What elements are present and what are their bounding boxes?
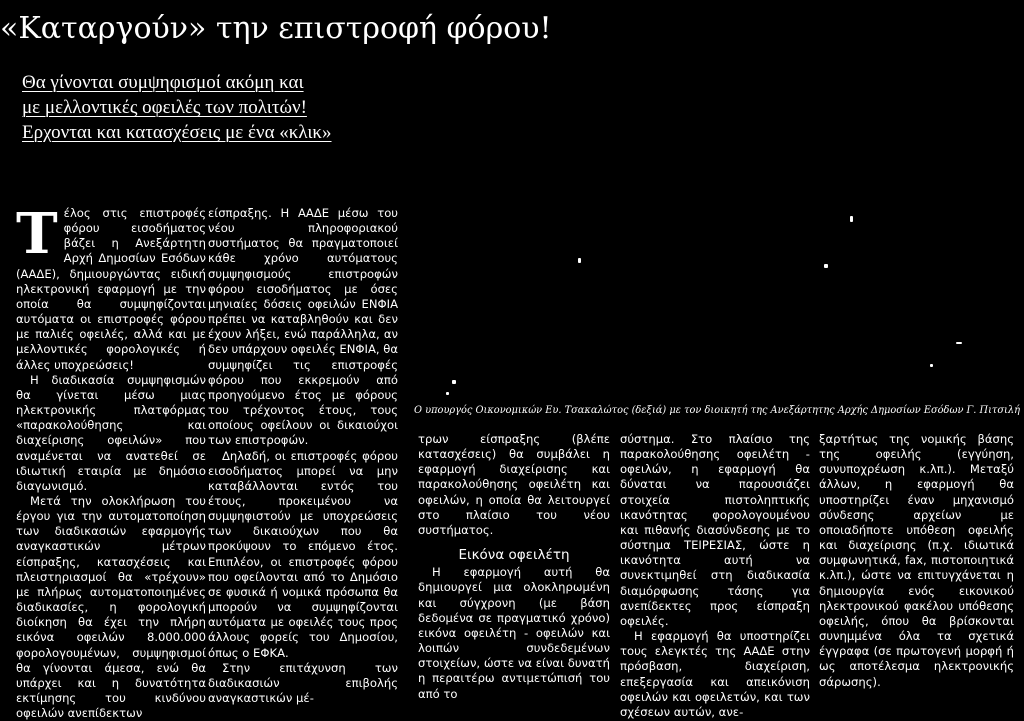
paragraph: Η διαδικασία συμψηφισμών θα γίνεται μέσω μιας ηλεκτρονικής πλατφόρμας «παρακολούθησης και διαχείρισης οφειλών» που αναμένεται να ανατεθεί σε ιδιωτική εταιρία με δημόσιο διαγωνισμό. [16, 372, 206, 493]
article-photo [412, 206, 1022, 402]
photo-caption: Ο υπουργός Οικονομικών Ευ. Τσακαλώτος (δεξιά) με τον διοικητή της Ανεξάρτητης Αρχής Δημοσίων Εσόδων Γ. Πιτσιλή [414, 405, 1020, 416]
headline: «Καταργούν» την επιστροφή φόρου! [0, 11, 552, 46]
photo-speck [578, 258, 581, 263]
paragraph: είσπραξης. Η ΑΑΔΕ μέσω του νέου πληροφοριακού συστήματος θα πραγματοποιεί κάθε χρόνο αυτόματους συμψηφισμούς επιστροφών φόρου εισοδήματος με όσες μηνιαίες δόσεις οφειλών ΕΝΦΙΑ πρέπει να καταβληθούν και δεν έχουν λήξει, ενώ παράλληλα, αν δεν υπάρχουν οφειλές ΕΝΦΙΑ, θα συμψηφίζει τις επιστροφές φόρου που εκκρεμούν από προηγούμενο έτος με φόρους του τρέχοντος έτους, τους οποίους οφείλουν οι δικαιούχοι των επιστροφών. [208, 206, 399, 448]
subhead-line-3: Ερχονται και κατασχέσεις με ένα «κλικ» [22, 122, 332, 143]
drop-cap: Τ [16, 201, 58, 267]
paragraph: σύστημα. Στο πλαίσιο της παρακολούθησης οφειλέτη - οφειλών, η εφαρμογή θα δύναται να παρουσιάζει στοιχεία πιστοληπτικής ικανότητας φορολογουμένου και πιθανής διασύνδεσης με το σύστημα ΤΕΙΡΕΣΙΑΣ, ώστε η ικανότητα αυτή να συνεκτιμηθεί στη διαδικασία διαμόρφωσης τάσης για ανεπίδεκτες προς είσπραξη οφειλές. [620, 432, 810, 628]
photo-speck [446, 392, 449, 395]
article-column-3 [418, 432, 610, 701]
article-column-1 [16, 201, 206, 721]
photo-speck [930, 364, 933, 367]
subhead-line-1: Θα γίνονται συμψηφισμοί ακόμη και [22, 72, 304, 93]
article-column-5 [819, 432, 1014, 689]
photo-speck [824, 264, 828, 268]
paragraph: ξαρτήτως της νομικής βάσης της οφειλής (εγγύηση, συνυποχρέωση κ.λπ.). Μεταξύ άλλων, η εφαρμογή θα υποστηρίζει έναν μηχανισμό σύνδεσης αρχείων με οποιαδήποτε υπόθεση οφειλής και διαχείρισης (π.χ. ιδιωτικά συμφωνητικά, fax, πιστοποιητικά κ.λπ.), ώστε να επιτυγχάνεται η δημιουργία ενός εικονικού ηλεκτρονικού φακέλου υπόθεσης οφειλής, όπου θα βρίσκονται συνημμένα όλα τα σχετικά έγγραφα (σε πρωτογενή μορφή ή ως αποτέλεσμα ηλεκτρονικής σάρωσης). [819, 432, 1014, 689]
photo-speck [452, 380, 456, 384]
paragraph: Μετά την ολοκλήρωση του έργου για την αυτοματοποίηση των διαδικασιών εφαρμογής αναγκαστικών μέτρων είσπραξης, κατασχέσεις και πλειστηριασμοί θα «τρέχουν» με πλήρως αυτοματοποιημένες διαδικασίες, η φορολογική διοίκηση θα έχει την πλήρη εικόνα οφειλών 8.000.000 φορολογουμένων, συμψηφισμοί θα γίνονται άμεσα, ενώ θα υπάρχει και η δυνατότητα εκτίμησης του κινδύνου οφειλών ανεπίδεκτων [16, 493, 206, 721]
photo-speck [956, 342, 962, 344]
article-column-2 [208, 206, 399, 705]
section-subtitle: Εικόνα οφειλέτη [458, 547, 570, 564]
article-column-4 [620, 432, 810, 719]
paragraph: Δηλαδή, οι επιστροφές φόρου εισοδήματος μπορεί να μην καταβάλλονται εντός του έτους, προκειμένου να συμψηφιστούν με υποχρεώσεις των δικαιούχων που θα προκύψουν το επόμενο έτος. Επιπλέον, οι επιστροφές φόρου που οφείλονται από το Δημόσιο σε φυσικά ή νομικά πρόσωπα θα μπορούν να συμψηφίζονται αυτόματα με οφειλές τους προς άλλους φορείς του Δημοσίου, όπως ο ΕΦΚΑ. [208, 448, 398, 660]
paragraph: Η εφαρμογή αυτή θα δημιουργεί μια ολοκληρωμένη και σύγχρονη (με βάση δεδομένα σε πραγματικό χρόνο) εικόνα οφειλέτη - οφειλών και λοιπών συνδεδεμένων στοιχείων, ώστε να είναι δυνατή η περαιτέρω αντιμετώπισή του από το [418, 565, 610, 701]
subhead [22, 70, 442, 145]
paragraph: Στην επιτάχυνση των διαδικασιών επιβολής αναγκαστικών μέ- [208, 660, 398, 705]
subhead-line-2: με μελλοντικές οφειλές των πολιτών! [22, 97, 307, 118]
photo-speck [850, 216, 853, 222]
paragraph: τρων είσπραξης (βλέπε κατασχέσεις) θα συμβάλει η εφαρμογή διαχείρισης και παρακολούθησης οφειλέτη και οφειλών, η οποία θα λειτουργεί στο πλαίσιο του νέου συστήματος. [418, 432, 610, 537]
paragraph: έλος στις επιστροφές φόρου εισοδήματος βάζει η Ανεξάρτητη Αρχή Δημοσίων Εσόδων (ΑΑΔΕ), δημιουργώντας ειδική ηλεκτρονική εφαρμογή με την οποία θα συμψηφίζονται αυτόματα οι επιστροφές φόρου με παλιές οφειλές, αλλά και με μελλοντικές φορολογικές ή άλλες υποχρεώσεις! [16, 206, 206, 372]
paragraph: Η εφαρμογή θα υποστηρίζει τους ελεγκτές της ΑΑΔΕ στην πρόσβαση, διαχείριση, επεξεργασία και απεικόνιση οφειλών και οφειλετών, και των σχέσεων αυτών, ανε- [620, 629, 810, 719]
